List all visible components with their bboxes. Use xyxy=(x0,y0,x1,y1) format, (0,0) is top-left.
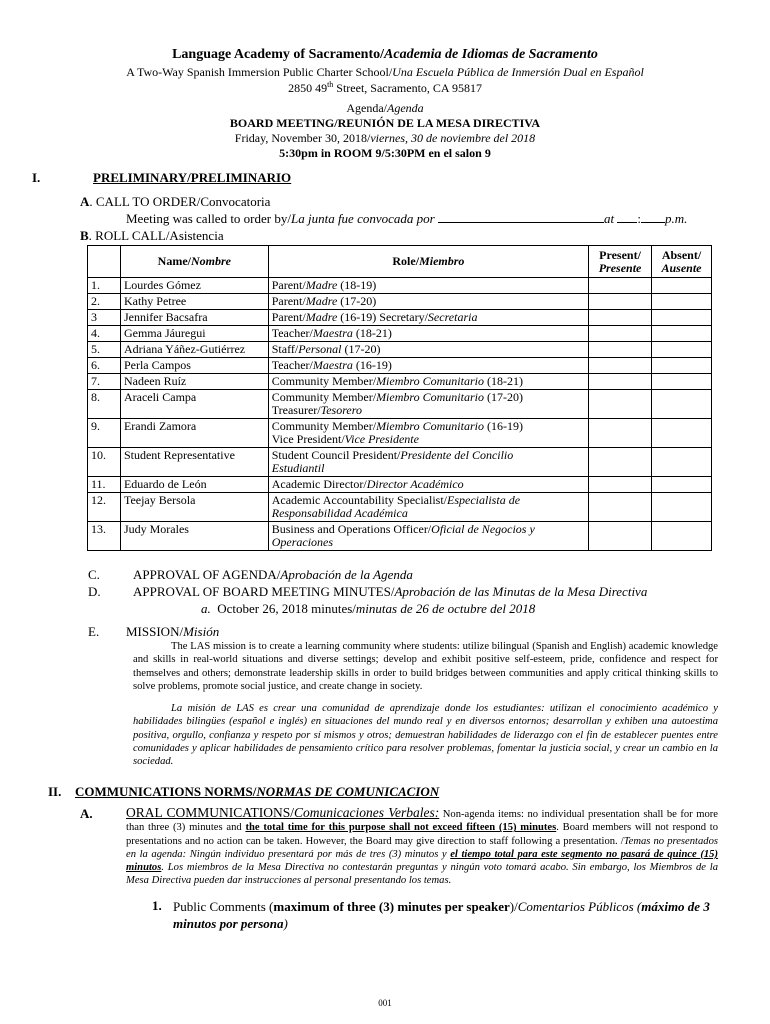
table-row xyxy=(88,310,712,326)
row-number: 1. xyxy=(88,278,121,294)
absent-cell[interactable] xyxy=(652,522,712,551)
col-role: Role/Miembro xyxy=(268,246,588,278)
row-number: 8. xyxy=(88,390,121,419)
called-by-blank[interactable] xyxy=(438,211,604,223)
present-cell[interactable] xyxy=(589,522,652,551)
member-role: Student Council President/Presidente del Concilio Estudiantil xyxy=(268,448,588,477)
mission-english: The LAS mission is to create a learning community where students: utilize bilingual (Spanish and English) academic knowledge and skills in real-world situations and diverse settings; develop and exhibit positive self-esteem, pride, confidence and respect for themselves and others; demonstrate leadership skills in order to build bridges between communities and apply critical thinking skills to solve problems, promote social justice, and create change in society. xyxy=(133,641,718,692)
section-2-title: COMMUNICATIONS NORMS/NORMAS DE COMUNICACION xyxy=(75,784,440,799)
school-address: 2850 49th Street, Sacramento, CA 95817 xyxy=(288,80,482,95)
absent-cell[interactable] xyxy=(652,278,712,294)
table-row xyxy=(88,390,712,419)
row-number: 4. xyxy=(88,326,121,342)
row-number: 2. xyxy=(88,294,121,310)
item-c-letter: C. xyxy=(88,567,100,582)
item-e-letter: E. xyxy=(88,624,100,639)
present-cell[interactable] xyxy=(589,358,652,374)
member-name: Student Representative xyxy=(120,448,268,477)
item-d-approval-minutes: APPROVAL OF BOARD MEETING MINUTES/Aprobación de las Minutas de la Mesa Directiva xyxy=(133,584,648,599)
absent-cell[interactable] xyxy=(652,493,712,522)
minute-blank[interactable] xyxy=(641,211,665,223)
item-d-letter: D. xyxy=(88,584,101,599)
absent-cell[interactable] xyxy=(652,358,712,374)
table-row xyxy=(88,326,712,342)
mission-spanish: La misión de LAS es crear una comunidad de aprendizaje donde los estudiantes: utilizan el conocimiento académico y habilidades bilingües (español e inglés) en situaciones del mundo real y en diversos entornos; desarrollan y exhiben una autoestima positiva, orgullo, confianza y respeto por sí mismos y otros; demuestran habilidades de liderazgo con el fin de establecer puentes entre comunidades y aplicar habilidades de pensamiento crítico para resolver problemas, fomentar la justicia social, y crear un cambio en la sociedad. xyxy=(133,703,718,768)
absent-cell[interactable] xyxy=(652,342,712,358)
member-role: Community Member/Miembro Comunitario (17-20) Treasurer/Tesorero xyxy=(268,390,588,419)
row-number: 7. xyxy=(88,374,121,390)
table-row xyxy=(88,342,712,358)
section-2-number: II. xyxy=(48,784,62,799)
row-number: 10. xyxy=(88,448,121,477)
table-row xyxy=(88,374,712,390)
public-comments: Public Comments (maximum of three (3) minutes per speaker)/Comentarios Públicos (máximo de 3 minutos por persona) xyxy=(173,899,710,931)
item-a-call-to-order: A. CALL TO ORDER/Convocatoria xyxy=(80,194,271,209)
row-number: 12. xyxy=(88,493,121,522)
member-role: Academic Accountability Specialist/Especialista de Responsabilidad Académica xyxy=(268,493,588,522)
item-d-sub-a: a. October 26, 2018 minutes/minutas de 26 de octubre del 2018 xyxy=(201,601,536,616)
section-2-item-a: A. xyxy=(80,806,93,821)
member-name: Erandi Zamora xyxy=(120,419,268,448)
member-role: Staff/Personal (17-20) xyxy=(268,342,588,358)
item-b-roll-call: B. ROLL CALL/Asistencia xyxy=(80,228,224,243)
member-name: Perla Campos xyxy=(120,358,268,374)
member-role: Community Member/Miembro Comunitario (18-21) xyxy=(268,374,588,390)
table-row xyxy=(88,522,712,551)
meeting-title: BOARD MEETING/REUNIÓN DE LA MESA DIRECTIVA xyxy=(229,116,541,130)
row-number: 6. xyxy=(88,358,121,374)
member-name: Jennifer Bacsafra xyxy=(120,310,268,326)
absent-cell[interactable] xyxy=(652,374,712,390)
present-cell[interactable] xyxy=(589,419,652,448)
meeting-time-room: 5:30pm in ROOM 9/5:30PM en el salon 9 xyxy=(279,146,491,160)
table-row xyxy=(88,278,712,294)
table-row xyxy=(88,419,712,448)
section-1-number: I. xyxy=(32,170,41,185)
absent-cell[interactable] xyxy=(652,390,712,419)
member-role: Community Member/Miembro Comunitario (16-19) Vice President/Vice Presidente xyxy=(268,419,588,448)
present-cell[interactable] xyxy=(589,374,652,390)
roll-call-table xyxy=(87,245,712,551)
present-cell[interactable] xyxy=(589,493,652,522)
member-role: Business and Operations Officer/Oficial de Negocios y Operaciones xyxy=(268,522,588,551)
present-cell[interactable] xyxy=(589,326,652,342)
oral-communications: ORAL COMMUNICATIONS/Comunicaciones Verbales: Non-agenda items: no individual presentation shall be for more than three (3) minutes and the total time for this purpose shall not exceed fifteen (15) minutes. Board members will not respond to presentations and no action can be taken. However, the Board may give direction to staff following a presentation. /Temas no presentados en la agenda: Ningún individuo presentará por más de tres (3) minutos y el tiempo total para este segmento no pasará de quince (15) minutos. Los miembros de la Mesa Directiva no contestarán preguntas y ningún voto tomará acabo. Sin embargo, los Miembros de la Mesa Directiva pueden dar instrucciones al personal presentando los temas. xyxy=(126,805,719,887)
member-name: Gemma Jáuregui xyxy=(120,326,268,342)
absent-cell[interactable] xyxy=(652,477,712,493)
present-cell[interactable] xyxy=(589,477,652,493)
member-role: Parent/Madre (18-19) xyxy=(268,278,588,294)
absent-cell[interactable] xyxy=(652,310,712,326)
member-name: Eduardo de León xyxy=(120,477,268,493)
present-cell[interactable] xyxy=(589,278,652,294)
member-name: Kathy Petree xyxy=(120,294,268,310)
hour-blank[interactable] xyxy=(617,211,637,223)
row-number: 9. xyxy=(88,419,121,448)
public-comments-number: 1. xyxy=(152,898,162,913)
table-row xyxy=(88,294,712,310)
member-name: Judy Morales xyxy=(120,522,268,551)
present-cell[interactable] xyxy=(589,294,652,310)
col-absent: Absent/ Ausente xyxy=(652,246,712,278)
school-name: Language Academy of Sacramento/Academia de Idiomas de Sacramento xyxy=(172,47,598,62)
item-e-mission: MISSION/Misión xyxy=(126,624,220,639)
absent-cell[interactable] xyxy=(652,294,712,310)
table-row xyxy=(88,448,712,477)
present-cell[interactable] xyxy=(589,390,652,419)
member-name: Adriana Yáñez-Gutiérrez xyxy=(120,342,268,358)
row-number: 3 xyxy=(88,310,121,326)
table-row xyxy=(88,358,712,374)
absent-cell[interactable] xyxy=(652,448,712,477)
school-subtitle: A Two-Way Spanish Immersion Public Charter School/Una Escuela Pública de Inmersión Dual en Español xyxy=(126,65,644,79)
member-role: Teacher/Maestra (16-19) xyxy=(268,358,588,374)
member-role: Academic Director/Director Académico xyxy=(268,477,588,493)
member-name: Araceli Campa xyxy=(120,390,268,419)
member-role: Teacher/Maestra (18-21) xyxy=(268,326,588,342)
member-name: Nadeen Ruíz xyxy=(120,374,268,390)
absent-cell[interactable] xyxy=(652,419,712,448)
member-name: Lourdes Gómez xyxy=(120,278,268,294)
present-cell[interactable] xyxy=(589,310,652,326)
section-1-title: PRELIMINARY/PRELIMINARIO xyxy=(93,170,292,185)
absent-cell[interactable] xyxy=(652,326,712,342)
col-name: Name/Nombre xyxy=(120,246,268,278)
item-c-approval-agenda: APPROVAL OF AGENDA/Aprobación de la Agenda xyxy=(133,567,413,582)
row-number: 5. xyxy=(88,342,121,358)
col-present: Present/ Presente xyxy=(589,246,652,278)
member-role: Parent/Madre (17-20) xyxy=(268,294,588,310)
col-num xyxy=(88,246,121,278)
page-number: 001 xyxy=(378,998,392,1008)
agenda-label: Agenda/Agenda xyxy=(346,101,424,115)
call-to-order-line: Meeting was called to order by/La junta fue convocada por at : p.m. xyxy=(126,211,688,226)
meeting-date: Friday, November 30, 2018/viernes, 30 de noviembre del 2018 xyxy=(234,131,536,145)
present-cell[interactable] xyxy=(589,342,652,358)
row-number: 11. xyxy=(88,477,121,493)
member-role: Parent/Madre (16-19) Secretary/Secretaria xyxy=(268,310,588,326)
present-cell[interactable] xyxy=(589,448,652,477)
member-name: Teejay Bersola xyxy=(120,493,268,522)
table-row xyxy=(88,477,712,493)
table-row xyxy=(88,493,712,522)
row-number: 13. xyxy=(88,522,121,551)
